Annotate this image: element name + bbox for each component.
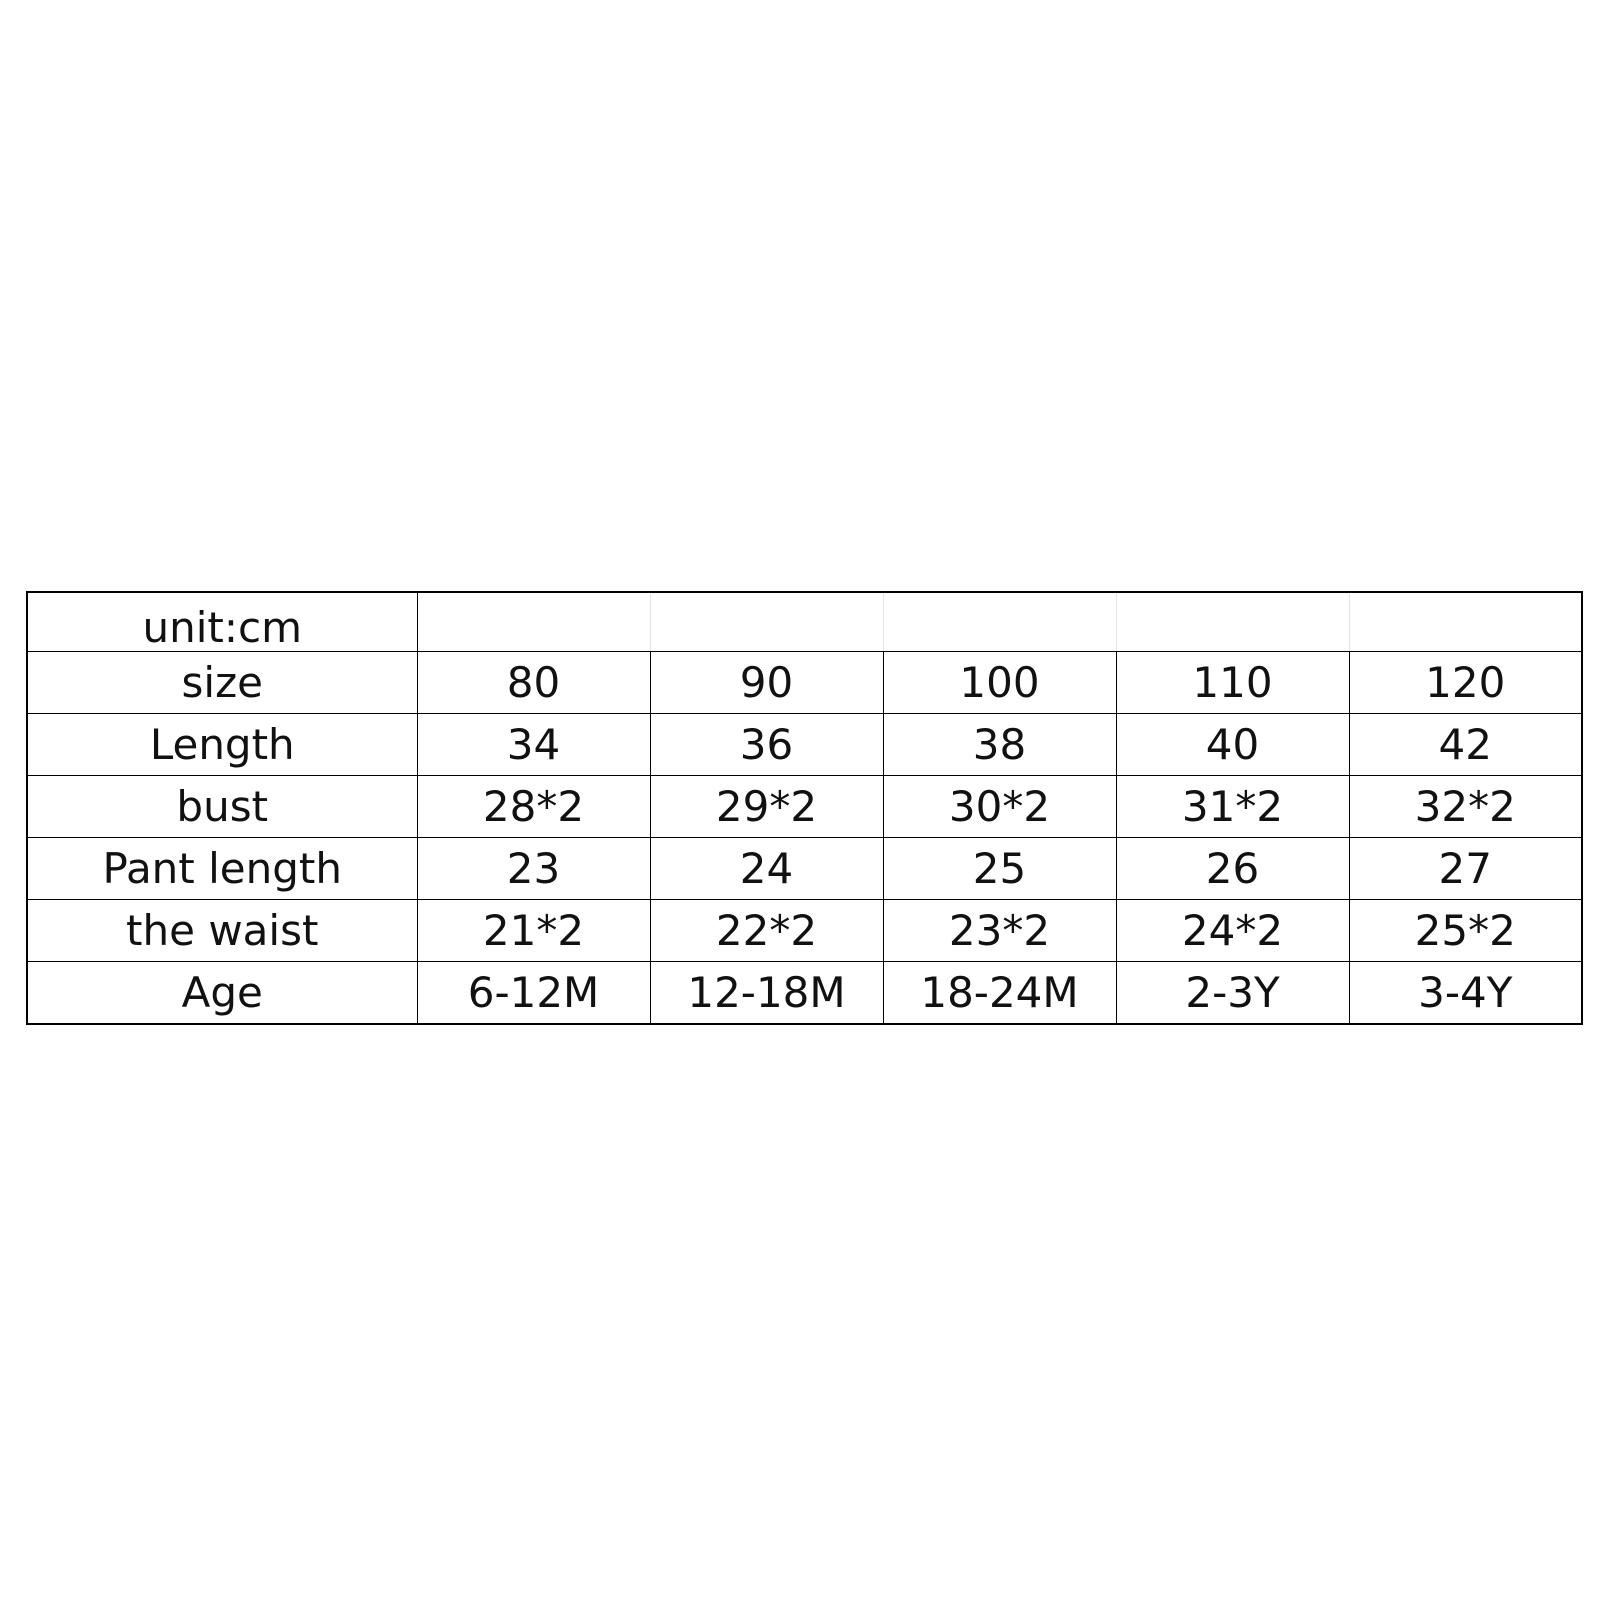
table-cell: 2-3Y xyxy=(1116,962,1349,1025)
table-cell: 30*2 xyxy=(883,776,1116,838)
table-cell: 28*2 xyxy=(417,776,650,838)
row-label: size xyxy=(27,652,417,714)
table-row-size xyxy=(27,652,1582,714)
table-row-length xyxy=(27,714,1582,776)
table-cell: 31*2 xyxy=(1116,776,1349,838)
table-row-bust xyxy=(27,776,1582,838)
row-label: Pant length xyxy=(27,838,417,900)
table-cell: 6-12M xyxy=(417,962,650,1025)
table-cell: 12-18M xyxy=(650,962,883,1025)
unit-label: unit:cm xyxy=(27,592,417,652)
table-cell: 24 xyxy=(650,838,883,900)
table-cell: 21*2 xyxy=(417,900,650,962)
table-cell: 3-4Y xyxy=(1349,962,1582,1025)
row-label: Age xyxy=(27,962,417,1025)
table-cell: 34 xyxy=(417,714,650,776)
table-cell: 32*2 xyxy=(1349,776,1582,838)
table-cell: 26 xyxy=(1116,838,1349,900)
table-cell: 36 xyxy=(650,714,883,776)
empty-cell xyxy=(417,592,650,652)
unit-row xyxy=(27,592,1582,652)
row-label: Length xyxy=(27,714,417,776)
empty-cell xyxy=(883,592,1116,652)
table-cell: 90 xyxy=(650,652,883,714)
table-row-pant-length xyxy=(27,838,1582,900)
table-row-waist xyxy=(27,900,1582,962)
table-cell: 80 xyxy=(417,652,650,714)
table-cell: 23 xyxy=(417,838,650,900)
empty-cell xyxy=(650,592,883,652)
table-cell: 29*2 xyxy=(650,776,883,838)
table-cell: 22*2 xyxy=(650,900,883,962)
table-cell: 38 xyxy=(883,714,1116,776)
row-label: bust xyxy=(27,776,417,838)
row-label: the waist xyxy=(27,900,417,962)
table-cell: 120 xyxy=(1349,652,1582,714)
table-cell: 42 xyxy=(1349,714,1582,776)
table-cell: 25 xyxy=(883,838,1116,900)
table-cell: 18-24M xyxy=(883,962,1116,1025)
size-chart-table xyxy=(26,591,1583,1025)
table-cell: 25*2 xyxy=(1349,900,1582,962)
table-cell: 27 xyxy=(1349,838,1582,900)
empty-cell xyxy=(1349,592,1582,652)
table-cell: 40 xyxy=(1116,714,1349,776)
table-cell: 23*2 xyxy=(883,900,1116,962)
empty-cell xyxy=(1116,592,1349,652)
table-row-age xyxy=(27,962,1582,1025)
table-cell: 24*2 xyxy=(1116,900,1349,962)
table-cell: 100 xyxy=(883,652,1116,714)
table-cell: 110 xyxy=(1116,652,1349,714)
